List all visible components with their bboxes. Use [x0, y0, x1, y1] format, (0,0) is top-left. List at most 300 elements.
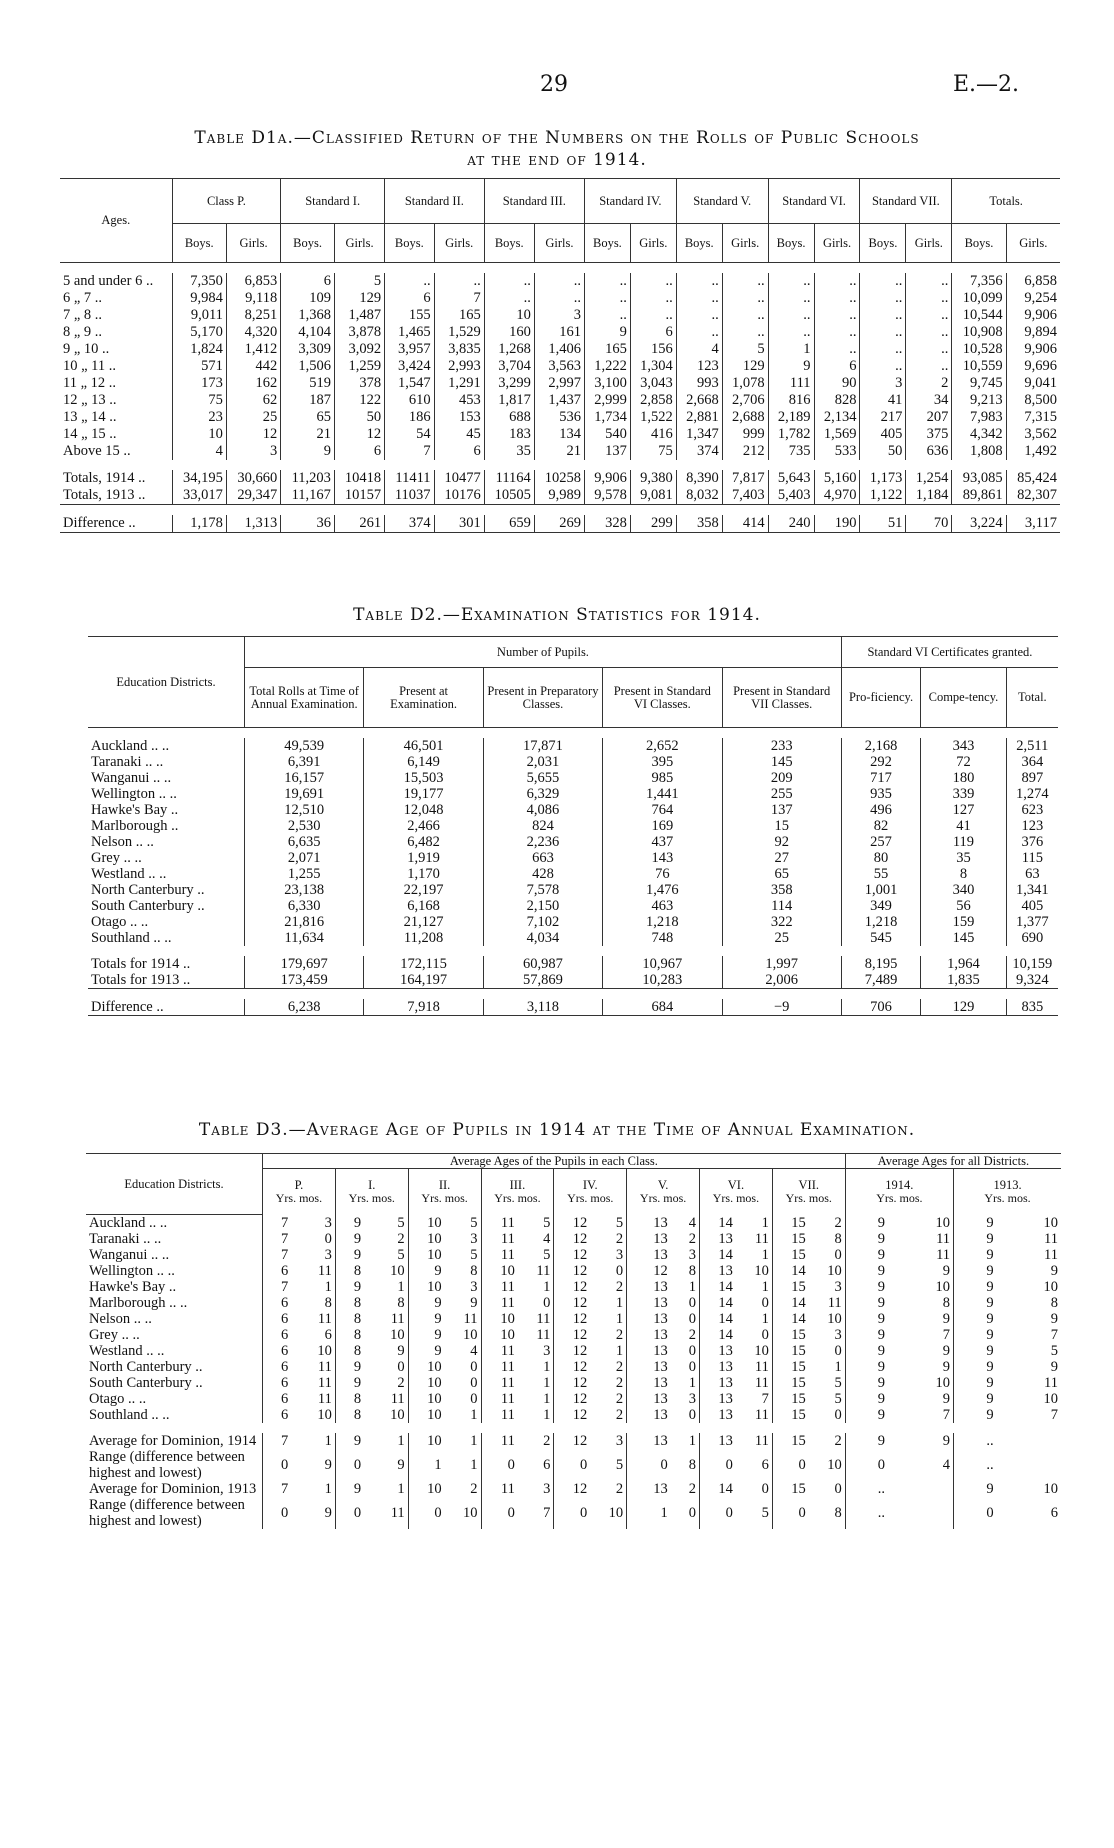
table-cell: 60,987: [483, 956, 602, 972]
table-cell: 1,441: [603, 786, 722, 802]
table-cell: 8: [1050, 1295, 1058, 1311]
class-header: Standard III.: [484, 179, 584, 224]
table-cell: 10: [408, 1279, 444, 1295]
table-cell: 19,691: [245, 786, 364, 802]
table-cell: 119: [921, 834, 1007, 850]
table-cell: 824: [483, 818, 602, 834]
table-cell: 3,704: [484, 358, 534, 375]
table-cell: 2: [615, 1375, 624, 1391]
table-cell: 1,406: [534, 341, 584, 358]
table-cell: 416: [630, 426, 676, 443]
table-cell: 6: [263, 1407, 292, 1423]
table-cell: 12: [554, 1433, 590, 1449]
table-cell: 1: [470, 1407, 478, 1423]
district-label: Hawke's Bay ..: [89, 1279, 177, 1295]
table-cell: ..: [534, 273, 584, 290]
table-cell: 7,102: [483, 914, 602, 930]
table-cell: 10: [935, 1214, 951, 1231]
table-cell: 8: [921, 866, 1007, 882]
table-cell: 9,906: [1006, 341, 1060, 358]
table-cell: 10,967: [603, 956, 722, 972]
table-cell: 6,168: [364, 898, 483, 914]
table-cell: 34: [906, 392, 952, 409]
table-cell: 3: [543, 1343, 551, 1359]
table-cell: 0: [761, 1327, 769, 1343]
table-cell: 4,034: [483, 930, 602, 946]
table-cell: [888, 1481, 954, 1497]
age-label: Difference ..: [63, 515, 136, 531]
class-name: II.: [438, 1177, 451, 1192]
table-cell: 1,001: [841, 882, 920, 898]
table-cell: 10: [408, 1375, 444, 1391]
table-cell: 9,011: [172, 307, 226, 324]
table-cell: 9,906: [584, 470, 630, 487]
table-cell: 186: [385, 409, 435, 426]
table-cell: 13: [700, 1391, 736, 1407]
table-cell: ..: [534, 290, 584, 307]
table-cell: 55: [841, 866, 920, 882]
table-cell: 6: [334, 443, 384, 460]
table-cell: 5,160: [814, 470, 860, 487]
table-cell: 30,660: [226, 470, 280, 487]
table-cell: 10: [463, 1327, 478, 1343]
table-cell: 50: [860, 443, 906, 460]
district-label: Hawke's Bay ..: [91, 802, 179, 818]
table-cell: 358: [722, 882, 841, 898]
table-cell: 0: [324, 1231, 332, 1247]
table-cell: 1: [688, 1433, 696, 1449]
table-cell: 11037: [385, 487, 435, 505]
totals-1913-row: [60, 487, 1060, 505]
table-cell: 1: [768, 341, 814, 358]
table-cell: 1: [761, 1279, 769, 1295]
table-cell: 405: [1006, 898, 1058, 914]
table-cell: 90: [814, 375, 860, 392]
table-cell: 13: [700, 1343, 736, 1359]
table-cell: 7: [385, 443, 435, 460]
districts-header: Education Districts.: [88, 637, 245, 728]
table-cell: 14: [700, 1295, 736, 1311]
table-cell: ..: [860, 341, 906, 358]
table-cell: 0: [700, 1449, 736, 1481]
district-label: Otago .. ..: [89, 1391, 147, 1407]
table-cell: 378: [334, 375, 384, 392]
table-cell: 11,208: [364, 930, 483, 946]
table-cell: 10: [481, 1327, 518, 1343]
table-cell: 12: [554, 1481, 590, 1497]
table-cell: 5: [334, 273, 384, 290]
table-cell: 13: [627, 1481, 671, 1497]
table-cell: 35: [484, 443, 534, 460]
table-cell: 6,482: [364, 834, 483, 850]
page-header: [0, 72, 1114, 102]
table-cell: 153: [434, 409, 484, 426]
table-cell: 11: [481, 1359, 518, 1375]
table-cell: 1,465: [385, 324, 435, 341]
table-cell: 2: [543, 1433, 551, 1449]
table-cell: 6: [281, 273, 335, 290]
table-cell: 9: [397, 1457, 405, 1473]
class-header: [408, 1169, 481, 1215]
table-cell: 12: [554, 1359, 590, 1375]
table-cell: 12: [334, 426, 384, 443]
table-cell: 6: [1050, 1505, 1058, 1521]
table-cell: 11: [390, 1391, 405, 1407]
table-cell: 129: [334, 290, 384, 307]
difference-row: [60, 515, 1060, 533]
district-label: Average for Dominion, 1913: [89, 1481, 257, 1497]
table-cell: 75: [172, 392, 226, 409]
table-cell: 10: [408, 1481, 444, 1497]
table-cell: 7: [263, 1215, 292, 1232]
table-cell: 0: [688, 1505, 696, 1521]
district-row: [86, 1375, 1061, 1391]
table-cell: 349: [841, 898, 920, 914]
districts-header: Education Districts.: [86, 1154, 263, 1215]
table-cell: 49,539: [245, 738, 364, 754]
table-cell: 187: [281, 392, 335, 409]
table-cell: 89,861: [952, 487, 1006, 505]
table-cell: 1: [761, 1311, 769, 1327]
table-cell: 11,634: [245, 930, 364, 946]
table-cell: 11: [754, 1433, 769, 1449]
table-cell: 9,578: [584, 487, 630, 505]
age-row: [60, 426, 1060, 443]
table-cell: 8,500: [1006, 392, 1060, 409]
table-cell: 15: [772, 1247, 808, 1263]
class-header: [772, 1169, 845, 1215]
document-reference: E.—2.: [952, 72, 1019, 97]
table-cell: 137: [584, 443, 630, 460]
table-cell: 2,006: [722, 972, 841, 989]
district-row: [86, 1327, 1061, 1343]
table-cell: 2,858: [630, 392, 676, 409]
table-cell: 2,999: [584, 392, 630, 409]
table-cell: 13: [627, 1311, 671, 1327]
table-cell: 165: [434, 307, 484, 324]
unit-label: Yrs. mos.: [876, 1190, 923, 1205]
table-cell: ..: [630, 290, 676, 307]
table-cell: 5: [397, 1247, 405, 1263]
table-cell: ..: [434, 273, 484, 290]
table-cell: ..: [814, 341, 860, 358]
district-label: Southland .. ..: [89, 1407, 170, 1423]
column-header: Compe-tency.: [921, 668, 1007, 728]
table-cell: 0: [700, 1497, 736, 1529]
table-cell: 9: [408, 1311, 444, 1327]
table-cell: 2,688: [722, 409, 768, 426]
unit-label: Yrs. mos.: [984, 1190, 1031, 1205]
age-label: Above 15 ..: [63, 443, 131, 459]
table-cell: 1,173: [860, 470, 906, 487]
table-cell: 3: [543, 1481, 551, 1497]
district-label: South Canterbury ..: [89, 1375, 203, 1391]
table-cell: 9: [845, 1407, 888, 1423]
table-cell: 111: [768, 375, 814, 392]
table-cell: 11: [754, 1407, 769, 1423]
table-cell: 6,635: [245, 834, 364, 850]
table-cell: 65: [722, 866, 841, 882]
district-label: Westland .. ..: [91, 866, 167, 882]
table-cell: 3: [615, 1247, 624, 1263]
class-header: [554, 1169, 627, 1215]
table-cell: 1,824: [172, 341, 226, 358]
table-cell: 3: [688, 1247, 696, 1263]
table-cell: 9: [335, 1375, 364, 1391]
table-cell: 9: [335, 1231, 364, 1247]
table-cell: 5,655: [483, 770, 602, 786]
table-cell: 11: [317, 1359, 332, 1375]
table-cell: 15: [772, 1391, 808, 1407]
table-cell: 9: [335, 1359, 364, 1375]
class-name: 1914.: [885, 1177, 914, 1192]
age-label: 6 „ 7 ..: [63, 290, 103, 306]
totals-1914-row: [60, 470, 1060, 487]
table-cell: ..: [722, 273, 768, 290]
table-cell: 11: [481, 1433, 518, 1449]
table-cell: 46,501: [364, 738, 483, 754]
table-cell: 2: [615, 1481, 624, 1497]
table-cell: 453: [434, 392, 484, 409]
table-cell: 10: [390, 1407, 405, 1423]
boys-header: Boys.: [584, 224, 630, 263]
table-cell: ..: [722, 290, 768, 307]
table-cell: 2,031: [483, 754, 602, 770]
table-cell: 10505: [484, 487, 534, 505]
table-cell: 5: [615, 1214, 624, 1231]
table-cell: 1,997: [722, 956, 841, 972]
table-cell: 1: [397, 1433, 405, 1449]
table-cell: 5: [543, 1214, 551, 1231]
table-cell: 9: [845, 1295, 888, 1311]
table-cell: 9: [335, 1247, 364, 1263]
table-cell: 9: [845, 1247, 888, 1263]
boys-header: Boys.: [172, 224, 226, 263]
district-row: [86, 1343, 1061, 1359]
table-cell: 3: [615, 1433, 624, 1449]
table-cell: 164,197: [364, 972, 483, 989]
class-name: 1913.: [993, 1177, 1022, 1192]
table-cell: 165: [584, 341, 630, 358]
table-cell: 11: [481, 1391, 518, 1407]
table-cell: 2: [834, 1433, 842, 1449]
table-cell: 9: [845, 1391, 888, 1407]
table-cell: 209: [722, 770, 841, 786]
table-cell: 4: [543, 1231, 551, 1247]
table-cell: 11: [754, 1359, 769, 1375]
table-cell: 13: [627, 1407, 671, 1423]
district-label: North Canterbury ..: [89, 1359, 203, 1375]
table-cell: 364: [1006, 754, 1058, 770]
table-cell: 9,041: [1006, 375, 1060, 392]
table-cell: 11: [390, 1505, 405, 1521]
table-cell: 12: [226, 426, 280, 443]
table-cell: 5: [543, 1247, 551, 1263]
district-row: [88, 866, 1058, 882]
table-cell: ..: [722, 307, 768, 324]
table-cell: 7,817: [722, 470, 768, 487]
table-cell: 12: [554, 1375, 590, 1391]
unit-label: Yrs. mos.: [567, 1190, 614, 1205]
table-cell: 12: [554, 1215, 590, 1232]
table-cell: 3,835: [434, 341, 484, 358]
table-cell: 993: [676, 375, 722, 392]
district-row: [86, 1359, 1061, 1375]
table-cell: 0: [481, 1497, 518, 1529]
table-cell: 6: [630, 324, 676, 341]
table-cell: 6: [263, 1311, 292, 1327]
age-row: [60, 307, 1060, 324]
table-cell: 10: [484, 307, 534, 324]
table-cell: 11: [463, 1311, 478, 1327]
table-cell: 0: [543, 1295, 551, 1311]
table-cell: 935: [841, 786, 920, 802]
table-cell: 6: [385, 290, 435, 307]
table-cell: 4: [676, 341, 722, 358]
table-cell: 45: [434, 426, 484, 443]
column-header: Total Rolls at Time of Annual Examination.: [245, 668, 364, 728]
table-cell: 764: [603, 802, 722, 818]
class-header: Standard VII.: [860, 179, 952, 224]
table-cell: 0: [834, 1247, 842, 1263]
table-cell: 17,871: [483, 738, 602, 754]
table-cell: 9: [954, 1391, 997, 1407]
table-cell: 12: [627, 1263, 671, 1279]
table-cell: 10,528: [952, 341, 1006, 358]
district-label: Otago .. ..: [91, 914, 149, 930]
table-cell: 7,578: [483, 882, 602, 898]
table-cell: 10: [754, 1343, 769, 1359]
column-header: Present in Standard VII Classes.: [722, 668, 841, 728]
table-cell: 1: [761, 1214, 769, 1231]
table-cell: 2: [615, 1407, 624, 1423]
table-cell: 6: [263, 1263, 292, 1279]
table-cell: 1: [324, 1279, 332, 1295]
table-cell: 0: [772, 1497, 808, 1529]
girls-header: Girls.: [534, 224, 584, 263]
table-cell: ..: [845, 1481, 888, 1497]
table-cell: 10: [1043, 1279, 1058, 1295]
table-cell: 92: [722, 834, 841, 850]
table-cell: 6,853: [226, 273, 280, 290]
table-cell: 0: [688, 1359, 696, 1375]
table-cell: 11: [481, 1231, 518, 1247]
district-label: Grey .. ..: [89, 1327, 140, 1343]
table-cell: 9,906: [1006, 307, 1060, 324]
table-cell: 13: [627, 1391, 671, 1407]
table-cell: 2,652: [603, 738, 722, 754]
table-cell: 7: [761, 1391, 769, 1407]
table-cell: 8,251: [226, 307, 280, 324]
table-cell: 7: [263, 1279, 292, 1295]
district-label: Range (difference between highest and lowest): [89, 1449, 245, 1481]
column-header: Present at Examination.: [364, 668, 483, 728]
table-cell: 10: [1043, 1214, 1058, 1231]
table-cell: 9,254: [1006, 290, 1060, 307]
table-cell: 11: [317, 1391, 332, 1407]
table-cell: ..: [906, 358, 952, 375]
table-cell: 10,544: [952, 307, 1006, 324]
table-cell: 0: [263, 1497, 292, 1529]
table-cell: 160: [484, 324, 534, 341]
district-row: [88, 930, 1058, 946]
unit-label: Yrs. mos.: [785, 1190, 832, 1205]
table-cell: 6: [263, 1327, 292, 1343]
table-cell: 1,964: [921, 956, 1007, 972]
table-cell: 1,078: [722, 375, 768, 392]
table-cell: 122: [334, 392, 384, 409]
table-cell: 82,307: [1006, 487, 1060, 505]
table-cell: 10418: [334, 470, 384, 487]
table-cell: 9: [942, 1391, 951, 1407]
table-cell: ..: [584, 273, 630, 290]
table-cell: 6,330: [245, 898, 364, 914]
boys-header: Boys.: [768, 224, 814, 263]
boys-header: Boys.: [952, 224, 1006, 263]
table-cell: 1,178: [172, 515, 226, 533]
age-label: 14 „ 15 ..: [63, 426, 117, 442]
table-cell: 11: [390, 1311, 405, 1327]
table-cell: ..: [768, 307, 814, 324]
table-d3-title: Table D3.—Average Age of Pupils in 1914 at the Time of Annual Examination.: [198, 1120, 916, 1140]
age-row: [60, 290, 1060, 307]
table-cell: 2: [615, 1391, 624, 1407]
table-cell: 339: [921, 786, 1007, 802]
table-cell: 9: [1050, 1311, 1058, 1327]
table-cell: 9: [768, 358, 814, 375]
table-cell: 3,299: [484, 375, 534, 392]
table-cell: 10: [317, 1343, 332, 1359]
boys-header: Boys.: [484, 224, 534, 263]
table-cell: 2,881: [676, 409, 722, 426]
table-cell: 2: [906, 375, 952, 392]
table-cell: 0: [834, 1343, 842, 1359]
table-cell: 2: [470, 1481, 478, 1497]
age-label: 11 „ 12 ..: [63, 375, 117, 391]
table-cell: 8: [834, 1505, 842, 1521]
table-cell: 2: [688, 1231, 696, 1247]
table-cell: 65: [281, 409, 335, 426]
table-cell: 2: [688, 1327, 696, 1343]
table-cell: ..: [860, 324, 906, 341]
table-cell: 428: [483, 866, 602, 882]
table-d1a: [60, 178, 1060, 533]
table-cell: 10477: [434, 470, 484, 487]
table-cell: 11411: [385, 470, 435, 487]
table-cell: 735: [768, 443, 814, 460]
table-cell: 1: [627, 1497, 671, 1529]
district-label: Difference ..: [91, 999, 164, 1015]
table-cell: 13: [700, 1359, 736, 1375]
table-cell: 3,957: [385, 341, 435, 358]
table-cell: 51: [860, 515, 906, 533]
table-cell: 2: [615, 1327, 624, 1343]
district-row: [86, 1391, 1061, 1407]
table-cell: 10: [827, 1457, 842, 1473]
table-cell: 8: [335, 1407, 364, 1423]
table-cell: ..: [584, 290, 630, 307]
class-header: [481, 1169, 554, 1215]
table-cell: 180: [921, 770, 1007, 786]
spacer-row: [60, 263, 1060, 274]
district-row: [88, 802, 1058, 818]
table-cell: 374: [385, 515, 435, 533]
table-cell: 11: [317, 1311, 332, 1327]
age-row: [60, 409, 1060, 426]
table-cell: 1,476: [603, 882, 722, 898]
table-cell: 11: [936, 1231, 951, 1247]
table-cell: 5: [470, 1214, 478, 1231]
